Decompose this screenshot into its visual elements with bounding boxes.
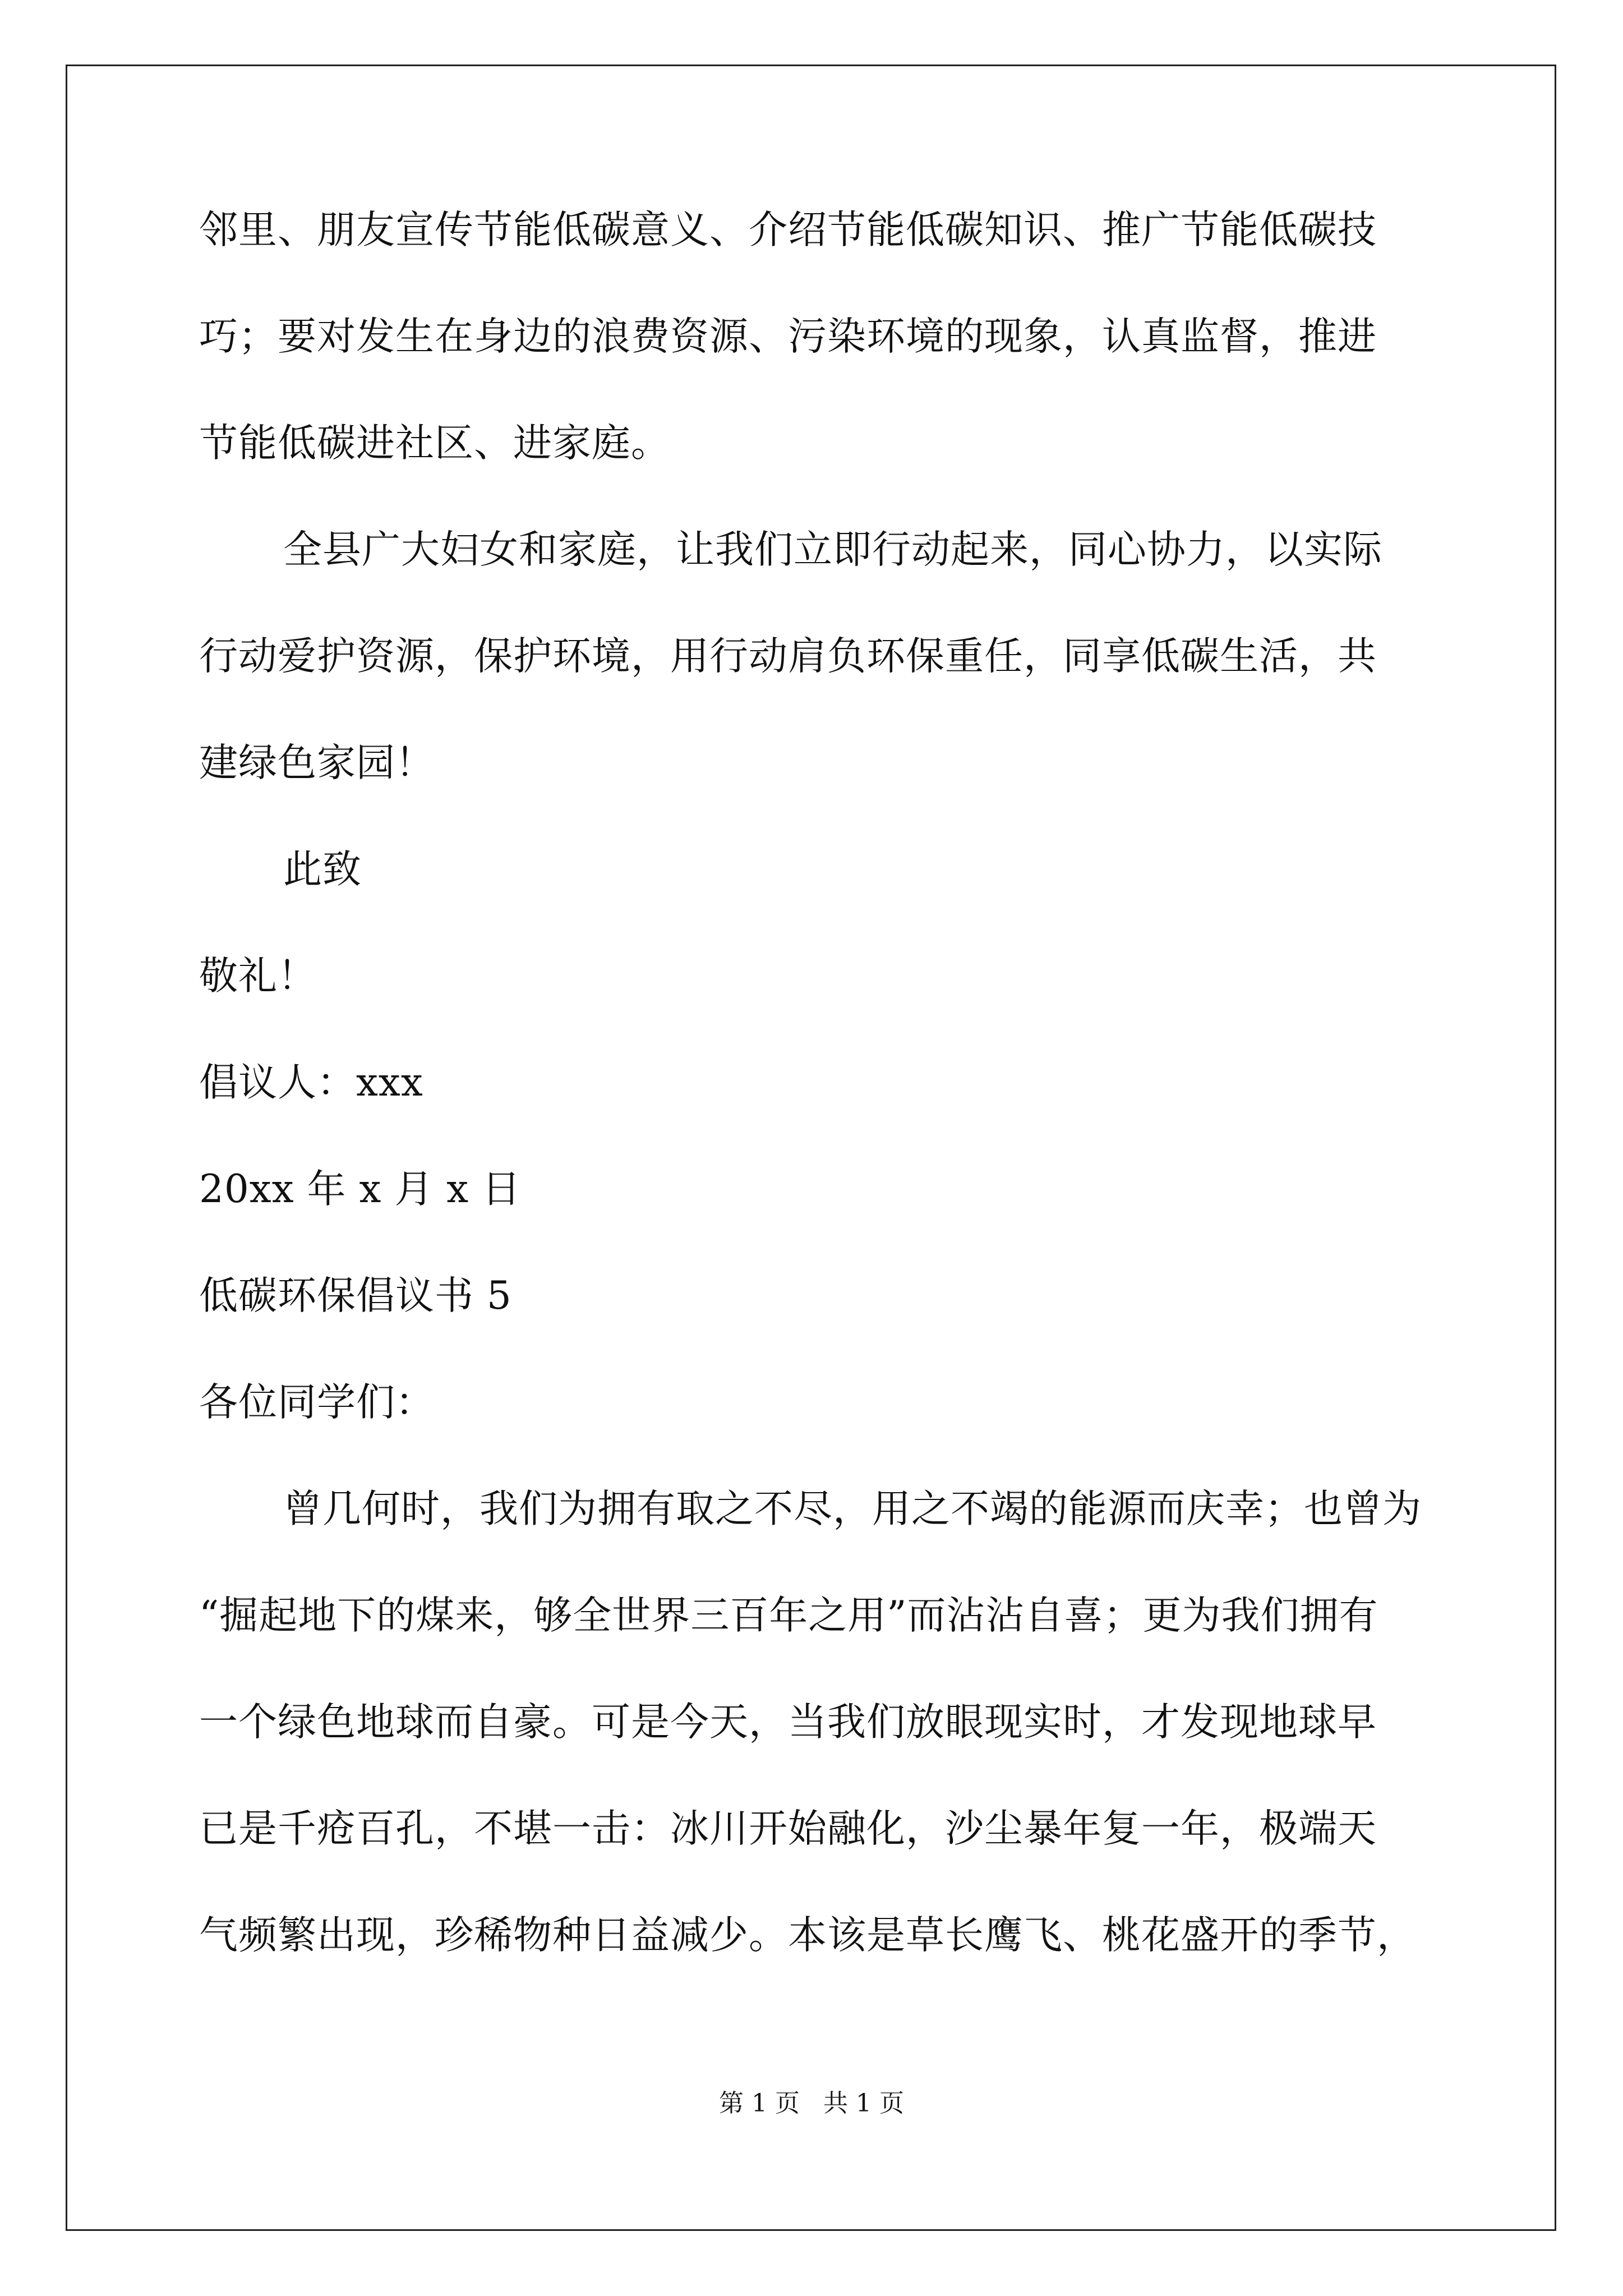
text-line: 一个绿色地球而自豪。可是今天，当我们放眼现实时，才发现地球早	[199, 1700, 1377, 1745]
date-line: 20xx 年 x 月 x 日	[199, 1167, 522, 1212]
text-line: 建绿色家园！	[199, 740, 435, 785]
text-line: 已是千疮百孔，不堪一击：冰川开始融化，沙尘暴年复一年，极端天	[199, 1806, 1377, 1851]
paragraph-first-line: 曾几何时，我们为拥有取之不尽，用之不竭的能源而庆幸；也曾为	[283, 1487, 1422, 1531]
greeting: 各位同学们：	[199, 1380, 435, 1425]
text-line: 气频繁出现，珍稀物种日益减少。本该是草长鹰飞、桃花盛开的季节，	[199, 1913, 1416, 1958]
paragraph-first-line: 全县广大妇女和家庭，让我们立即行动起来，同心协力，以实际	[283, 527, 1382, 572]
text-line: “掘起地下的煤来，够全世界三百年之用”而沾沾自喜；更为我们拥有	[199, 1593, 1378, 1638]
text-line: 行动爱护资源，保护环境，用行动肩负环保重任，同享低碳生活，共	[199, 634, 1377, 679]
page-footer: 第 1 页 共 1 页	[719, 2089, 904, 2118]
closing-salutation: 此致	[283, 847, 362, 892]
signatory: 倡议人：xxx	[199, 1060, 423, 1105]
text-line: 巧；要对发生在身边的浪费资源、污染环境的现象，认真监督，推进	[199, 314, 1377, 359]
text-line: 节能低碳进社区、进家庭。	[199, 421, 670, 466]
closing-regards: 敬礼！	[199, 954, 317, 999]
text-line: 邻里、朋友宣传节能低碳意义、介绍节能低碳知识、推广节能低碳技	[199, 208, 1377, 252]
page-border	[66, 65, 1556, 2231]
section-title: 低碳环保倡议书 5	[199, 1273, 512, 1318]
